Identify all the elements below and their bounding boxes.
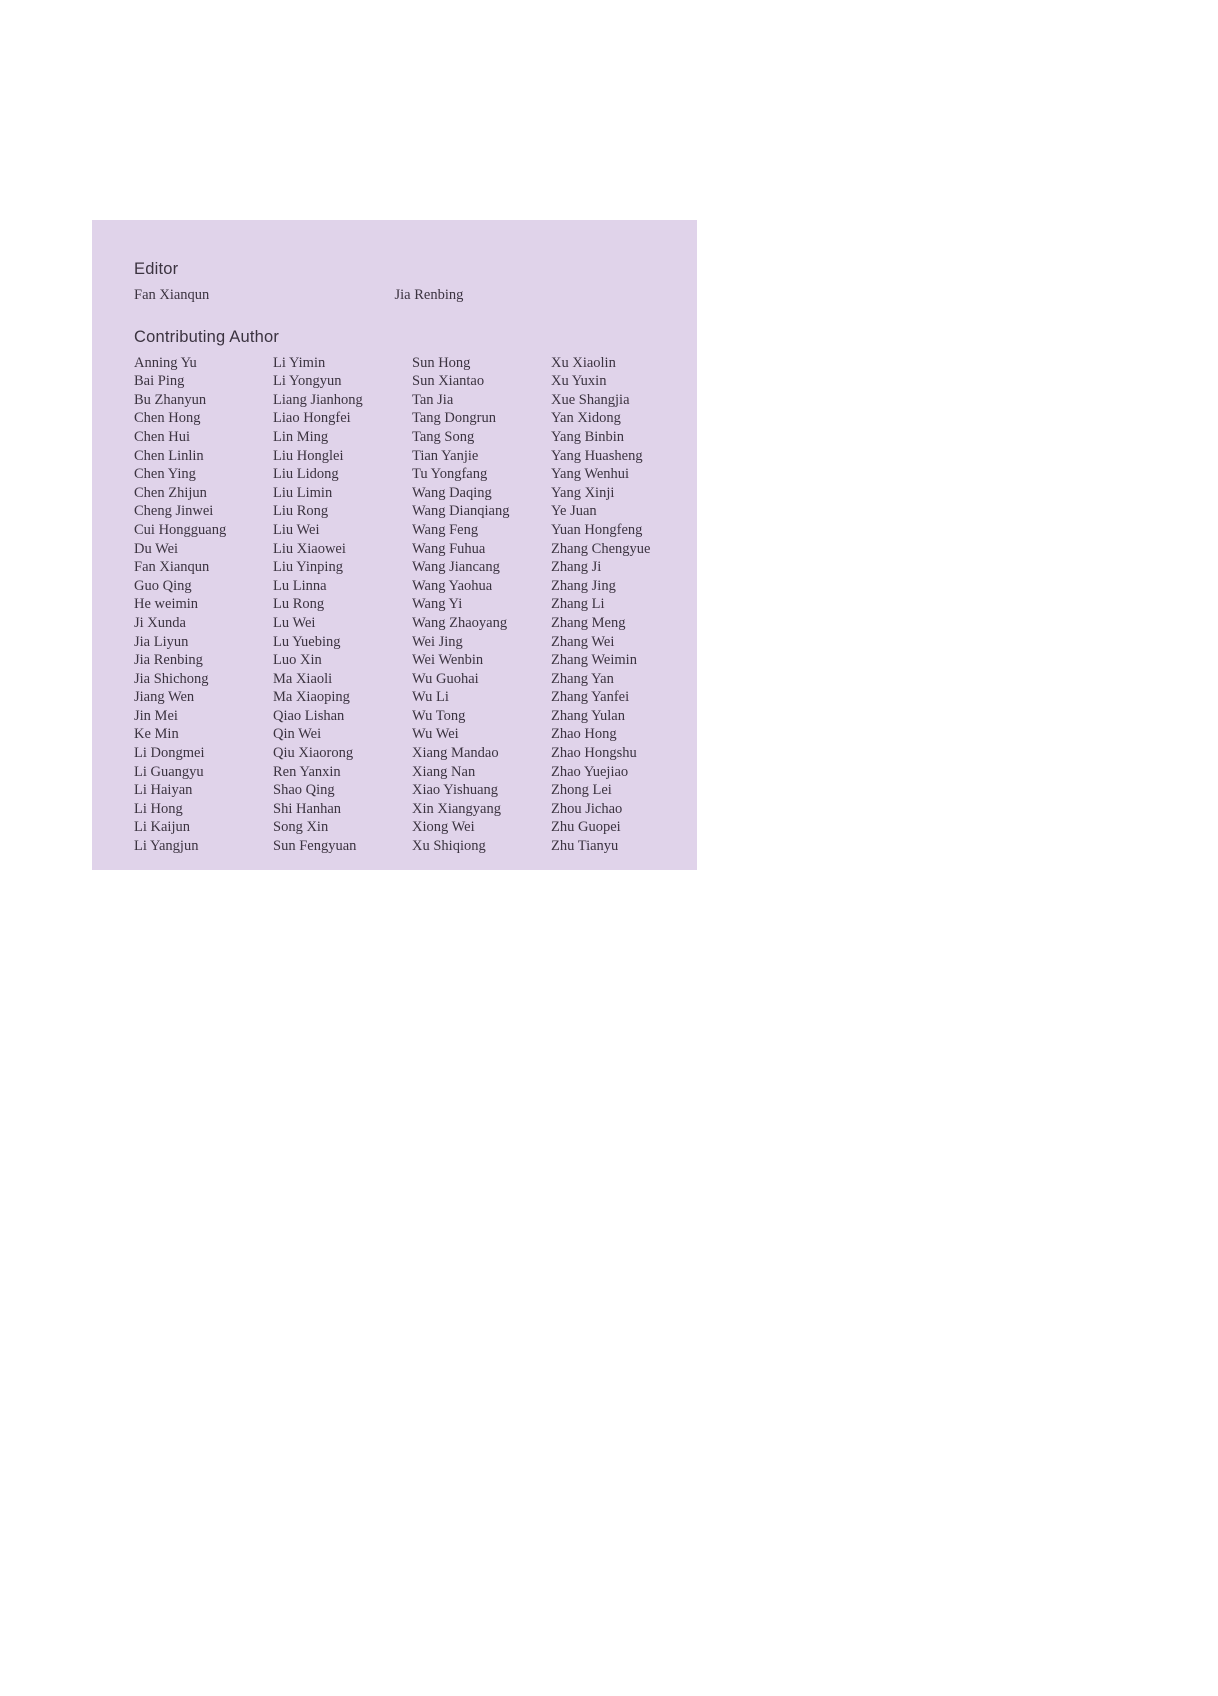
author-name: Sun Fengyuan <box>273 838 357 855</box>
authors-column-2 <box>273 354 412 856</box>
author-name: Ma Xiaoping <box>273 689 350 706</box>
author-name: Tan Jia <box>412 391 454 408</box>
author-name: Xu Yuxin <box>551 373 607 390</box>
author-name: Xu Shiqiong <box>412 838 486 855</box>
author-name: Wang Dianqiang <box>412 503 510 520</box>
author-name: Xiang Nan <box>412 763 476 780</box>
author-name: Fan Xianqun <box>134 559 210 576</box>
author-name: Cui Hongguang <box>134 521 227 538</box>
author-name: Guo Qing <box>134 577 192 594</box>
author-name: Cheng Jinwei <box>134 503 214 520</box>
author-name: He weimin <box>134 596 199 613</box>
author-name: Qiao Lishan <box>273 707 345 724</box>
author-name: Wei Wenbin <box>412 652 484 669</box>
author-name: Tu Yongfang <box>412 466 488 483</box>
author-name: Yuan Hongfeng <box>551 521 643 538</box>
author-name: Lu Linna <box>273 577 327 594</box>
author-name: Li Dongmei <box>134 745 205 762</box>
author-name: Lu Rong <box>273 596 325 613</box>
author-name: Ke Min <box>134 726 179 743</box>
author-name: Zhang Li <box>551 596 605 613</box>
contributing-author-heading: Contributing Author <box>134 327 280 346</box>
author-name: Yang Huasheng <box>551 447 643 464</box>
author-name: Liu Limin <box>273 484 333 501</box>
author-name: Jia Liyun <box>134 633 189 650</box>
author-name: Lu Wei <box>273 614 316 631</box>
author-name: Liu Honglei <box>273 447 344 464</box>
author-name: Wu Li <box>412 689 449 706</box>
author-name: Li Kaijun <box>134 819 190 836</box>
author-name: Song Xin <box>273 819 329 836</box>
author-name: Zhang Chengyue <box>551 540 651 557</box>
author-name: Zhao Hongshu <box>551 745 637 762</box>
author-name: Zhu Tianyu <box>551 838 619 855</box>
author-name: Wang Jiancang <box>412 559 500 576</box>
author-name: Zhang Wei <box>551 633 615 650</box>
editor-heading: Editor <box>134 260 179 278</box>
author-name: Xiao Yishuang <box>412 782 499 799</box>
editor-section <box>134 260 655 305</box>
author-name: Shao Qing <box>273 782 335 799</box>
author-name: Xiang Mandao <box>412 745 499 762</box>
author-name: Liu Lidong <box>273 466 339 483</box>
author-name: Li Hong <box>134 800 183 817</box>
author-name: Liao Hongfei <box>273 410 351 427</box>
author-name: Chen Ying <box>134 466 196 483</box>
author-name: Zhang Jing <box>551 577 616 594</box>
author-name: Wang Yi <box>412 596 463 613</box>
author-name: Zhang Yan <box>551 670 614 687</box>
author-name: Lu Yuebing <box>273 633 341 650</box>
author-name: Yang Xinji <box>551 484 615 501</box>
author-name: Sun Hong <box>412 354 471 371</box>
author-name: Sun Xiantao <box>412 373 485 390</box>
author-name: Liu Wei <box>273 521 320 538</box>
editor-names-row <box>134 286 655 305</box>
document-page <box>92 220 697 870</box>
author-name: Shi Hanhan <box>273 800 342 817</box>
author-name: Ji Xunda <box>134 614 186 631</box>
author-name: Zhu Guopei <box>551 819 621 836</box>
author-name: Wang Yaohua <box>412 577 493 594</box>
author-name: Jia Renbing <box>134 652 203 669</box>
contributing-author-section <box>134 328 655 856</box>
author-name: Wang Feng <box>412 521 479 538</box>
author-name: Xiong Wei <box>412 819 475 836</box>
author-name: Zhang Yulan <box>551 707 625 724</box>
author-name: Liu Yinping <box>273 559 343 576</box>
author-name: Zhao Hong <box>551 726 617 743</box>
author-name: Wu Wei <box>412 726 459 743</box>
author-name: Tian Yanjie <box>412 447 479 464</box>
authors-column-4 <box>551 354 690 856</box>
author-name: Liang Jianhong <box>273 391 363 408</box>
author-name: Zhang Weimin <box>551 652 637 669</box>
author-name: Zhou Jichao <box>551 800 623 817</box>
author-name: Bai Ping <box>134 373 185 390</box>
author-name: Ma Xiaoli <box>273 670 333 687</box>
author-name: Anning Yu <box>134 354 197 371</box>
author-name: Zhang Ji <box>551 559 602 576</box>
author-name: Qin Wei <box>273 726 322 743</box>
author-name: Xu Xiaolin <box>551 354 616 371</box>
author-name: Tang Song <box>412 428 475 445</box>
author-name: Jiang Wen <box>134 689 195 706</box>
authors-column-1 <box>134 354 273 856</box>
authors-column-3 <box>412 354 551 856</box>
author-name: Yan Xidong <box>551 410 621 427</box>
author-name: Chen Zhijun <box>134 484 207 501</box>
author-name: Li Yimin <box>273 354 326 371</box>
author-name: Ye Juan <box>551 503 597 520</box>
author-name: Luo Xin <box>273 652 322 669</box>
author-name: Wu Guohai <box>412 670 479 687</box>
editor-name: Fan Xianqun <box>134 286 210 303</box>
author-name: Chen Hui <box>134 428 190 445</box>
author-name: Chen Hong <box>134 410 201 427</box>
author-name: Bu Zhanyun <box>134 391 207 408</box>
author-name: Li Yangjun <box>134 838 199 855</box>
author-name: Qiu Xiaorong <box>273 745 354 762</box>
author-name: Yang Wenhui <box>551 466 630 483</box>
author-name: Li Guangyu <box>134 763 204 780</box>
author-name: Jin Mei <box>134 707 178 724</box>
authors-grid <box>134 354 655 856</box>
author-name: Wang Fuhua <box>412 540 486 557</box>
author-name: Wang Daqing <box>412 484 492 501</box>
author-name: Xin Xiangyang <box>412 800 501 817</box>
author-name: Jia Shichong <box>134 670 209 687</box>
author-name: Zhang Meng <box>551 614 626 631</box>
author-name: Ren Yanxin <box>273 763 341 780</box>
author-name: Zhang Yanfei <box>551 689 630 706</box>
author-name: Wu Tong <box>412 707 466 724</box>
author-name: Yang Binbin <box>551 428 625 445</box>
author-name: Liu Rong <box>273 503 329 520</box>
author-name: Xue Shangjia <box>551 391 630 408</box>
author-name: Wang Zhaoyang <box>412 614 508 631</box>
author-name: Zhong Lei <box>551 782 612 799</box>
author-name: Tang Dongrun <box>412 410 496 427</box>
author-name: Zhao Yuejiao <box>551 763 629 780</box>
author-name: Li Yongyun <box>273 373 342 390</box>
author-name: Wei Jing <box>412 633 463 650</box>
editor-name: Jia Renbing <box>394 286 464 303</box>
author-name: Du Wei <box>134 540 179 557</box>
author-name: Chen Linlin <box>134 447 204 464</box>
author-name: Lin Ming <box>273 428 329 445</box>
author-name: Li Haiyan <box>134 782 193 799</box>
author-name: Liu Xiaowei <box>273 540 346 557</box>
